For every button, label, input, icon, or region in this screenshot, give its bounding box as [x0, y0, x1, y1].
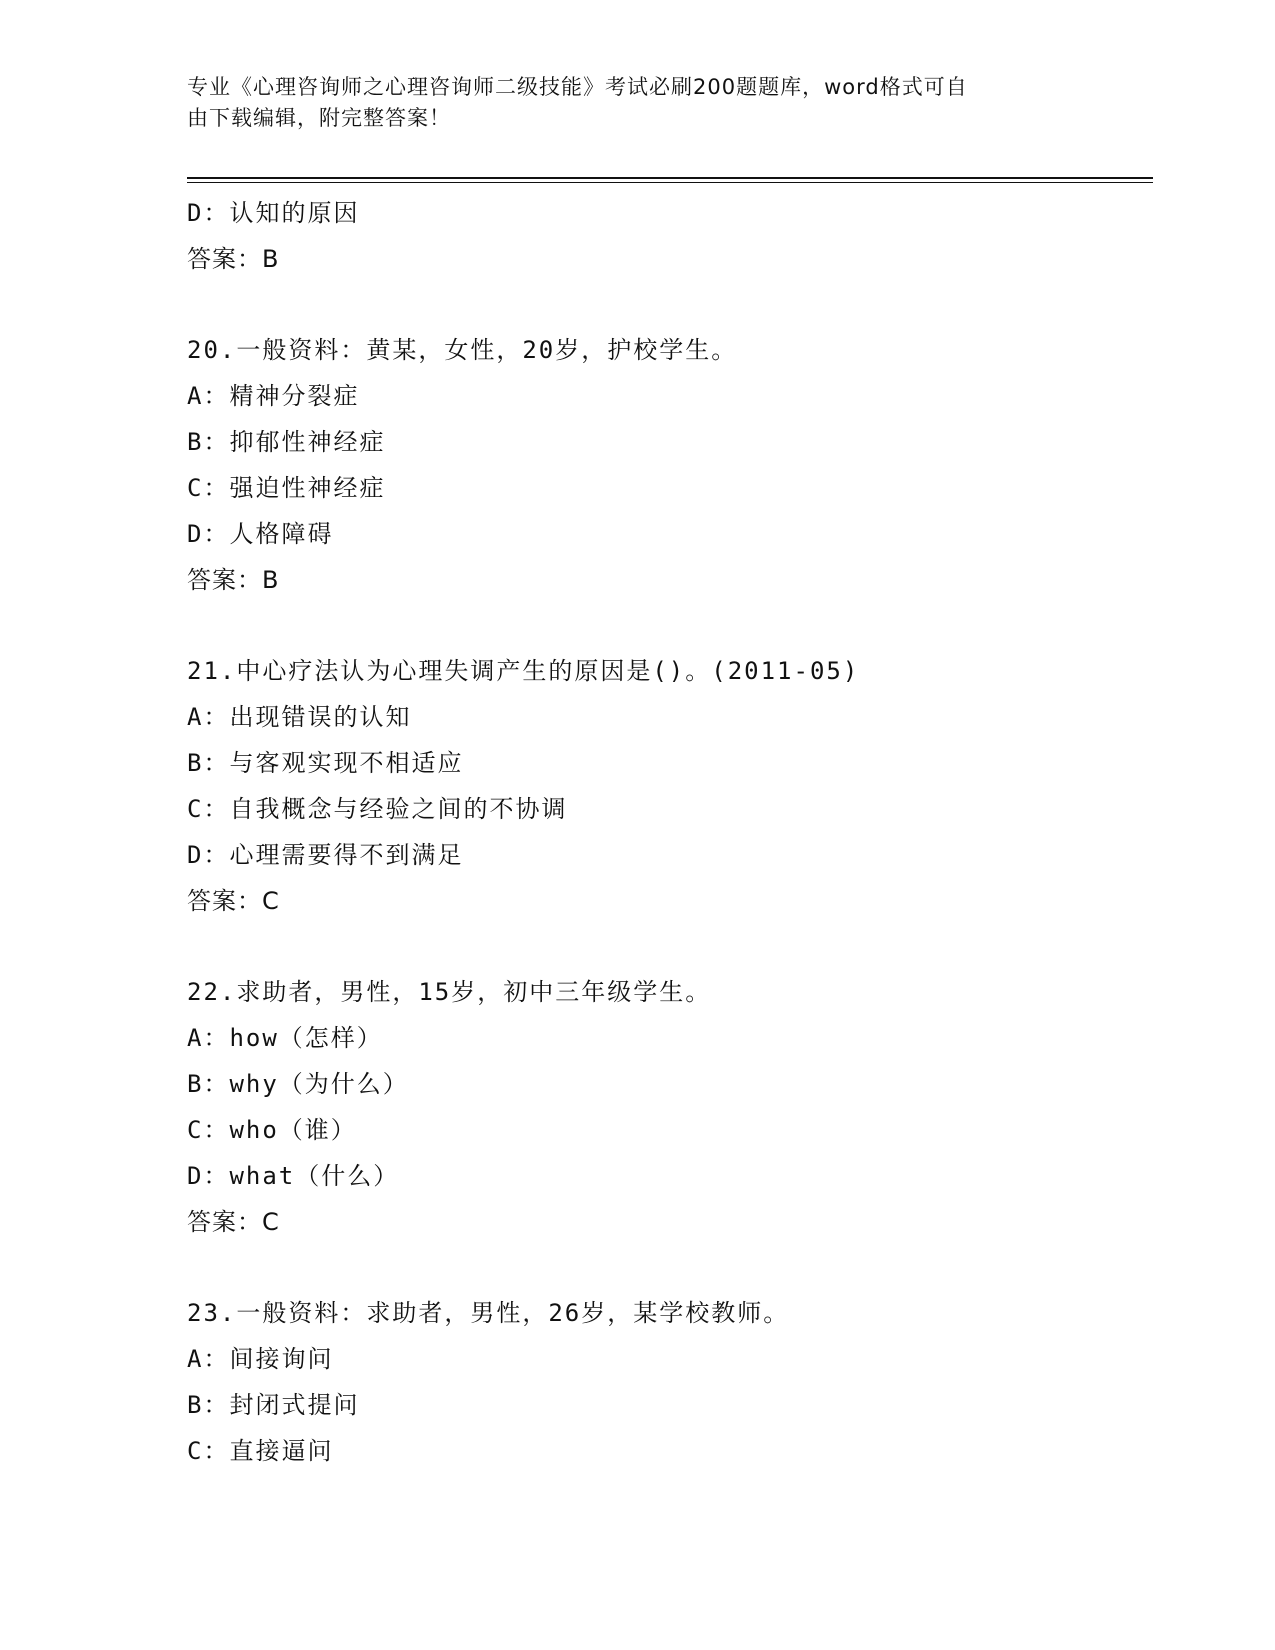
option-a: A：间接询问 [187, 1345, 334, 1373]
option-b: B：封闭式提问 [187, 1391, 360, 1419]
option-a: A：出现错误的认知 [187, 703, 412, 731]
option-c: C：自我概念与经验之间的不协调 [187, 795, 568, 823]
document-header [187, 72, 1067, 134]
header-divider-thick [187, 177, 1153, 179]
answer-line: 答案：C [187, 887, 280, 915]
option-b: B：why（为什么） [187, 1070, 409, 1098]
option-d: D：人格障碍 [187, 520, 334, 548]
option-c: C：直接逼问 [187, 1437, 334, 1465]
question-stem: 22.求助者，男性，15岁，初中三年级学生。 [187, 978, 712, 1006]
option-b: B：与客观实现不相适应 [187, 749, 464, 777]
question-21 [187, 648, 1147, 924]
option-d: D：what（什么） [187, 1162, 400, 1190]
answer-line: 答案：B [187, 566, 280, 594]
question-23 [187, 1290, 1147, 1474]
option-c: C：强迫性神经症 [187, 474, 386, 502]
option-d: D：心理需要得不到满足 [187, 841, 464, 869]
question-22 [187, 969, 1147, 1245]
question-stem: 21.中心疗法认为心理失调产生的原因是()。(2011-05) [187, 657, 860, 685]
answer-line: 答案：B [187, 245, 280, 273]
question-20 [187, 327, 1147, 603]
question-stem: 23.一般资料：求助者，男性，26岁，某学校教师。 [187, 1299, 790, 1327]
option-d: D：认知的原因 [187, 199, 360, 227]
option-b: B：抑郁性神经症 [187, 428, 386, 456]
question-list [187, 190, 1147, 1474]
header-line-2: 由下载编辑，附完整答案！ [187, 106, 451, 130]
answer-line: 答案：C [187, 1208, 280, 1236]
option-c: C：who（谁） [187, 1116, 357, 1144]
header-divider-thin [187, 182, 1153, 183]
question-stem: 20.一般资料：黄某，女性，20岁，护校学生。 [187, 336, 738, 364]
option-a: A：精神分裂症 [187, 382, 360, 410]
option-a: A：how（怎样） [187, 1024, 383, 1052]
header-line-1: 专业《心理咨询师之心理咨询师二级技能》考试必刷200题题库，word格式可自 [187, 75, 968, 99]
